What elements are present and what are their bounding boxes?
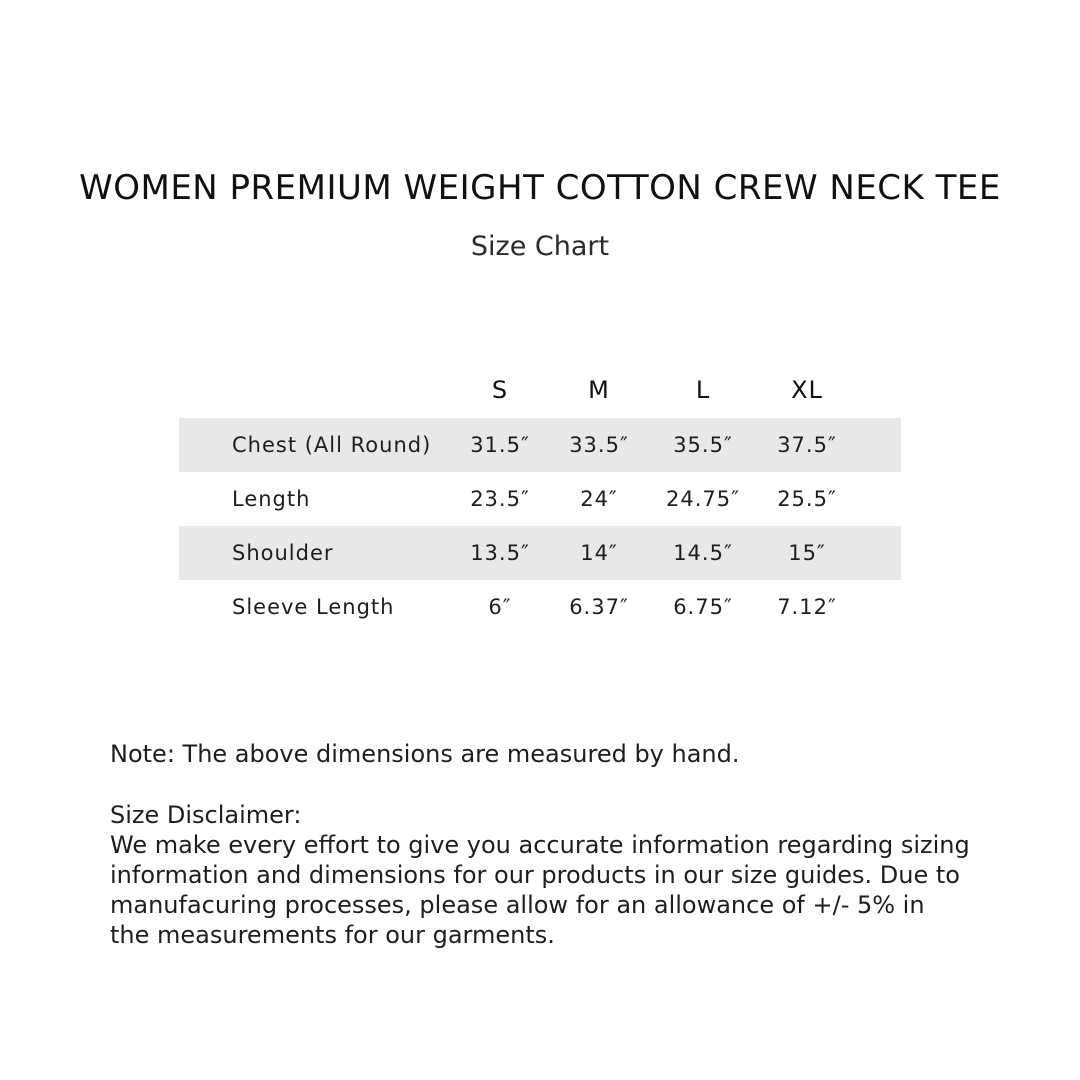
table-cell: 13.5″ xyxy=(470,541,530,565)
page-subtitle: Size Chart xyxy=(470,231,610,262)
table-cell: 33.5″ xyxy=(569,433,629,457)
table-cell: 35.5″ xyxy=(673,433,733,457)
disclaimer-body: We make every effort to give you accurate information regarding sizing information and dimensions for our products in our size guides. Due to manufacuring processes, please allow for an allowance of +/- 5% in the measurements for our garments. xyxy=(110,831,970,949)
table-cell: 14″ xyxy=(580,541,618,565)
table-cell: 24.75″ xyxy=(666,487,740,511)
row-label: Length xyxy=(232,487,311,511)
table-cell: 23.5″ xyxy=(470,487,530,511)
page-title: WOMEN PREMIUM WEIGHT COTTON CREW NECK TEE xyxy=(79,168,1001,208)
table-row xyxy=(179,580,901,634)
row-label: Sleeve Length xyxy=(232,595,395,619)
table-cell: 25.5″ xyxy=(777,487,837,511)
table-cell: 31.5″ xyxy=(470,433,530,457)
size-chart-table xyxy=(179,362,901,634)
table-cell: 7.12″ xyxy=(777,595,837,619)
table-header-row xyxy=(179,362,901,418)
table-cell: 15″ xyxy=(788,541,826,565)
column-header-s: S xyxy=(491,376,509,404)
table-row xyxy=(179,526,901,580)
measurement-note: Note: The above dimensions are measured by hand. xyxy=(110,740,740,768)
table-cell: 14.5″ xyxy=(673,541,733,565)
table-row xyxy=(179,472,901,526)
column-header-xl: XL xyxy=(791,376,823,404)
disclaimer-heading: Size Disclaimer: xyxy=(110,801,302,829)
table-cell: 37.5″ xyxy=(777,433,837,457)
table-cell: 6″ xyxy=(488,595,512,619)
row-label: Shoulder xyxy=(232,541,334,565)
column-header-m: M xyxy=(588,376,610,404)
table-cell: 6.37″ xyxy=(569,595,629,619)
table-row xyxy=(179,418,901,472)
table-cell: 24″ xyxy=(580,487,618,511)
row-label: Chest (All Round) xyxy=(232,433,432,457)
column-header-l: L xyxy=(695,376,711,404)
table-cell: 6.75″ xyxy=(673,595,733,619)
